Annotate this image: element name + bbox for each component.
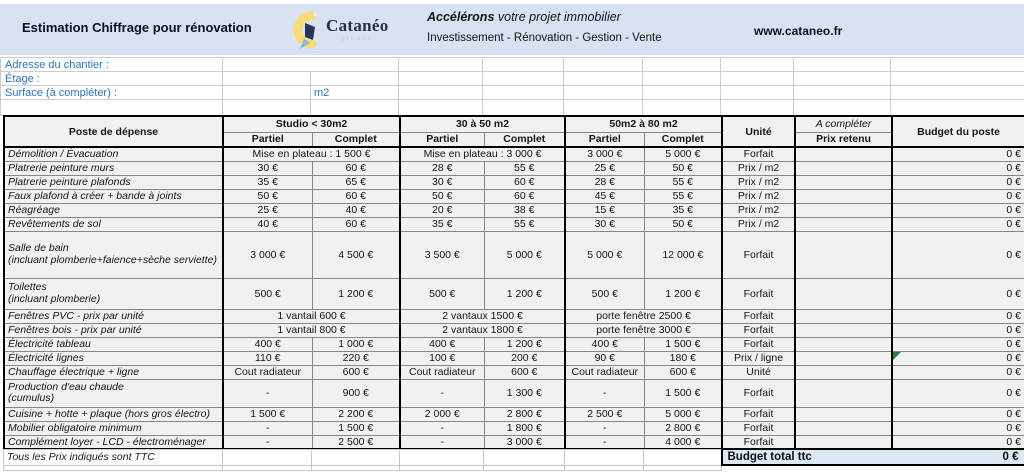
budget-total-label: Budget total ttc [727,451,812,463]
prix-retenu-cell[interactable] [795,189,892,203]
price-cell: 400 € [565,337,644,351]
prix-retenu-cell[interactable] [795,435,892,449]
price-cell: 60 € [484,189,565,203]
price-cell: 2 800 € [484,407,565,421]
page-title: Estimation Chiffrage pour rénovation [22,20,252,35]
footer-grid [3,448,1024,471]
table-row [4,189,1024,203]
price-cell: 12 000 € [644,231,722,278]
price-cell: 35 € [223,175,312,189]
price-cell: 5 000 € [484,231,565,278]
tagline-rest: votre projet immobilier [494,10,621,24]
price-cell: 180 € [644,351,722,365]
comment-marker-icon [893,352,901,360]
col-header-to-complete: A compléter [795,116,892,132]
table-row [4,231,1024,278]
surface-label: Surface (à compléter) : [1,86,223,100]
row-label: Mobilier obligatoire minimum [4,421,223,435]
website-link[interactable]: www.cataneo.fr [754,24,843,38]
prix-retenu-cell[interactable] [795,309,892,323]
price-cell: 3 000 € [565,147,644,161]
footer-spacer-row [4,465,1024,470]
price-cell: 1 200 € [484,337,565,351]
price-cell: 500 € [400,278,484,309]
unit-cell: Forfait [722,407,795,421]
budget-cell: 0 € [892,435,1024,449]
price-cell: 1 vantail 600 € [223,309,400,323]
prix-retenu-cell[interactable] [795,323,892,337]
unit-cell: Forfait [722,147,795,161]
unit-cell: Prix / m2 [722,189,795,203]
price-cell: 2 vantaux 1500 € [400,309,565,323]
price-cell: 55 € [644,189,722,203]
price-cell: 1 500 € [223,407,312,421]
surface-unit: m2 [311,86,399,100]
prix-retenu-cell[interactable] [795,217,892,231]
price-cell: Mise en plateau : 3 000 € [400,147,565,161]
budget-cell: 0 € [892,217,1024,231]
price-cell: 600 € [644,365,722,379]
budget-cell: 0 € [892,161,1024,175]
price-cell: 5 000 € [565,231,644,278]
price-cell: 1 vantail 800 € [223,323,400,337]
unit-cell: Forfait [722,435,795,449]
budget-cell: 0 € [892,175,1024,189]
price-cell: - [565,421,644,435]
row-label: Platrerie peinture plafonds [4,175,223,189]
row-label: Fenêtres bois - prix par unité [4,323,223,337]
price-cell: 1 000 € [312,337,400,351]
price-cell: 50 € [400,189,484,203]
price-cell: 110 € [223,351,312,365]
footer-row [4,449,1024,465]
estimate-table [3,115,1024,450]
row-label: Complément loyer - LCD - électroménager [4,435,223,449]
col-header-group-30-50: 30 à 50 m2 [400,116,565,132]
prix-retenu-cell[interactable] [795,407,892,421]
price-cell: 2 000 € [400,407,484,421]
row-label: Fenêtres PVC - prix par unité [4,309,223,323]
price-cell: 28 € [400,161,484,175]
unit-cell: Forfait [722,231,795,278]
price-cell: 5 000 € [644,407,722,421]
budget-cell: 0 € [892,379,1024,407]
col-header-partial: Partiel [565,132,644,147]
price-cell: 50 € [223,189,312,203]
table-row [4,365,1024,379]
price-cell: 55 € [644,175,722,189]
price-cell: - [223,421,312,435]
price-cell: 65 € [312,175,400,189]
unit-cell: Prix / m2 [722,175,795,189]
info-grid [0,57,1024,116]
price-cell: 50 € [644,217,722,231]
unit-cell: Forfait [722,278,795,309]
budget-cell: 0 € [892,231,1024,278]
address-input-cell[interactable] [223,58,399,72]
price-cell: 30 € [223,161,312,175]
price-cell: 1 500 € [312,421,400,435]
price-cell: 50 € [644,161,722,175]
col-header-poste: Poste de dépense [4,116,223,147]
price-cell: - [223,435,312,449]
price-cell: 15 € [565,203,644,217]
price-cell: 5 000 € [644,147,722,161]
budget-cell: 0 € [892,421,1024,435]
row-label: Production d'eau chaude [8,380,124,393]
info-row-spacer [1,100,1024,116]
price-cell: 2 500 € [312,435,400,449]
table-row [4,337,1024,351]
prix-retenu-cell[interactable] [795,379,892,407]
table-row [4,161,1024,175]
price-cell: 30 € [400,175,484,189]
unit-cell: Prix / m2 [722,161,795,175]
price-cell: porte fenêtre 2500 € [565,309,722,323]
price-cell: - [400,421,484,435]
price-cell: 400 € [400,337,484,351]
price-cell: - [565,435,644,449]
row-label: Salle de bain [8,242,69,254]
price-note: Tous les Prix indiqués sont TTC [4,449,223,465]
header-banner [0,4,1024,55]
row-label: Faux plafond à créer + bande à joints [4,189,223,203]
table-row [4,407,1024,421]
price-cell: 500 € [565,278,644,309]
logo-name: Catanéo [326,16,389,35]
row-sublabel: (cumulus) [8,392,55,404]
col-header-group-studio: Studio < 30m2 [223,116,400,132]
price-cell: 2 800 € [644,421,722,435]
price-cell: 1 200 € [312,278,400,309]
price-cell: 20 € [400,203,484,217]
price-cell: - [400,379,484,407]
logo-subtitle: groupe [341,35,374,42]
row-label: Chauffage électrique + ligne [4,365,223,379]
floor-label: Étage : [1,72,223,86]
col-header-complete: Complet [644,132,722,147]
prix-retenu-cell[interactable] [795,337,892,351]
unit-cell: Forfait [722,323,795,337]
unit-cell: Prix / m2 [722,217,795,231]
price-cell: - [223,379,312,407]
logo-mark-icon [284,8,322,52]
col-header-partial: Partiel [400,132,484,147]
budget-value: 0 € [1006,352,1022,364]
budget-cell: 0 € [892,278,1024,309]
price-cell: Mise en plateau : 1 500 € [223,147,400,161]
cataneo-logo [284,8,389,54]
budget-cell: 0 € [892,407,1024,421]
price-cell: 900 € [312,379,400,407]
col-header-complete: Complet [484,132,565,147]
tagline-emphasis: Accélérons [427,10,495,24]
price-cell: 1 200 € [484,278,565,309]
budget-cell: 0 € [892,323,1024,337]
budget-cell: 0 € [892,337,1024,351]
price-cell: 2 200 € [312,407,400,421]
prix-retenu-cell[interactable] [795,175,892,189]
table-row [4,147,1024,161]
table-row [4,421,1024,435]
col-header-price-retained: Prix retenu [795,132,892,147]
price-cell: 500 € [223,278,312,309]
price-cell: - [400,435,484,449]
price-cell: Cout radiateur [565,365,644,379]
price-cell: 600 € [484,365,565,379]
unit-cell: Forfait [722,421,795,435]
unit-cell: Forfait [722,309,795,323]
prix-retenu-cell[interactable] [795,365,892,379]
prix-retenu-cell[interactable] [795,231,892,278]
budget-cell [892,351,1024,365]
unit-cell: Prix / m2 [722,203,795,217]
price-cell: 1 500 € [644,337,722,351]
table-row [4,217,1024,231]
price-cell: 2 vantaux 1800 € [400,323,565,337]
budget-cell: 0 € [892,147,1024,161]
table-row [4,435,1024,449]
price-cell: 55 € [484,161,565,175]
price-cell: 38 € [484,203,565,217]
price-cell: 60 € [312,217,400,231]
table-row [4,323,1024,337]
price-cell: 35 € [400,217,484,231]
col-header-unit: Unité [722,116,795,147]
price-cell: Cout radiateur [400,365,484,379]
price-cell: 30 € [565,217,644,231]
price-cell: 600 € [312,365,400,379]
row-label: Électricité tableau [4,337,223,351]
header-row-groups [4,116,1024,132]
table-row [4,379,1024,407]
prix-retenu-cell[interactable] [795,203,892,217]
price-cell: 220 € [312,351,400,365]
price-cell: 25 € [565,161,644,175]
price-cell: 35 € [644,203,722,217]
col-header-complete: Complet [312,132,400,147]
price-cell: 55 € [484,217,565,231]
row-label: Cuisine + hotte + plaque (hors gros électro) [4,407,223,421]
row-sublabel: (incluant plomberie+faience+sèche serviette) [8,253,217,266]
info-row-floor [1,72,1024,86]
info-row-surface [1,86,1024,100]
row-label: Platrerie peinture murs [4,161,223,175]
row-label: Réagréage [4,203,223,217]
price-cell: 4 000 € [644,435,722,449]
unit-cell: Prix / ligne [722,351,795,365]
price-cell: 3 500 € [400,231,484,278]
price-cell: 1 800 € [484,421,565,435]
unit-cell: Forfait [722,379,795,407]
price-cell: 1 500 € [644,379,722,407]
prix-retenu-cell[interactable] [795,421,892,435]
prix-retenu-cell[interactable] [795,161,892,175]
budget-cell: 0 € [892,203,1024,217]
prix-retenu-cell[interactable] [795,278,892,309]
col-header-budget: Budget du poste [892,116,1024,147]
row-label: Toilettes [8,281,47,293]
prix-retenu-cell[interactable] [795,351,892,365]
price-cell: Cout radiateur [223,365,312,379]
unit-cell: Unité [722,365,795,379]
floor-input-cell[interactable] [223,72,311,86]
price-cell: 200 € [484,351,565,365]
price-cell: 45 € [565,189,644,203]
price-cell: 60 € [312,161,400,175]
price-cell: 3 000 € [223,231,312,278]
price-cell: 40 € [223,217,312,231]
col-header-partial: Partiel [223,132,312,147]
table-row [4,351,1024,365]
address-label: Adresse du chantier : [1,58,223,72]
price-cell: 90 € [565,351,644,365]
budget-total-cell [722,449,1024,465]
price-cell: 2 500 € [565,407,644,421]
surface-input-cell[interactable] [223,86,311,100]
price-cell: porte fenêtre 3000 € [565,323,722,337]
price-cell: 60 € [312,189,400,203]
price-cell: 60 € [484,175,565,189]
row-label: Démolition / Évacuation [4,147,223,161]
price-cell: 1 300 € [484,379,565,407]
table-row [4,175,1024,189]
row-label: Revêtements de sol [4,217,223,231]
tagline-services: Investissement - Rénovation - Gestion - Vente [427,32,662,44]
table-row [4,203,1024,217]
tagline [427,10,662,44]
price-cell: 25 € [223,203,312,217]
budget-total-value: 0 € [1002,451,1019,463]
row-sublabel: (incluant plomberie) [8,292,101,305]
row-label: Électricité lignes [4,351,223,365]
info-row-address [1,58,1024,72]
price-cell: 28 € [565,175,644,189]
budget-cell: 0 € [892,365,1024,379]
unit-cell: Forfait [722,337,795,351]
price-cell: 1 200 € [644,278,722,309]
budget-cell: 0 € [892,309,1024,323]
price-cell: 4 500 € [312,231,400,278]
table-row [4,278,1024,309]
price-cell: 400 € [223,337,312,351]
col-header-group-50-80: 50m2 à 80 m2 [565,116,722,132]
budget-cell: 0 € [892,189,1024,203]
price-cell: 3 000 € [484,435,565,449]
table-row [4,309,1024,323]
prix-retenu-cell[interactable] [795,147,892,161]
price-cell: - [565,379,644,407]
price-cell: 40 € [312,203,400,217]
price-cell: 100 € [400,351,484,365]
